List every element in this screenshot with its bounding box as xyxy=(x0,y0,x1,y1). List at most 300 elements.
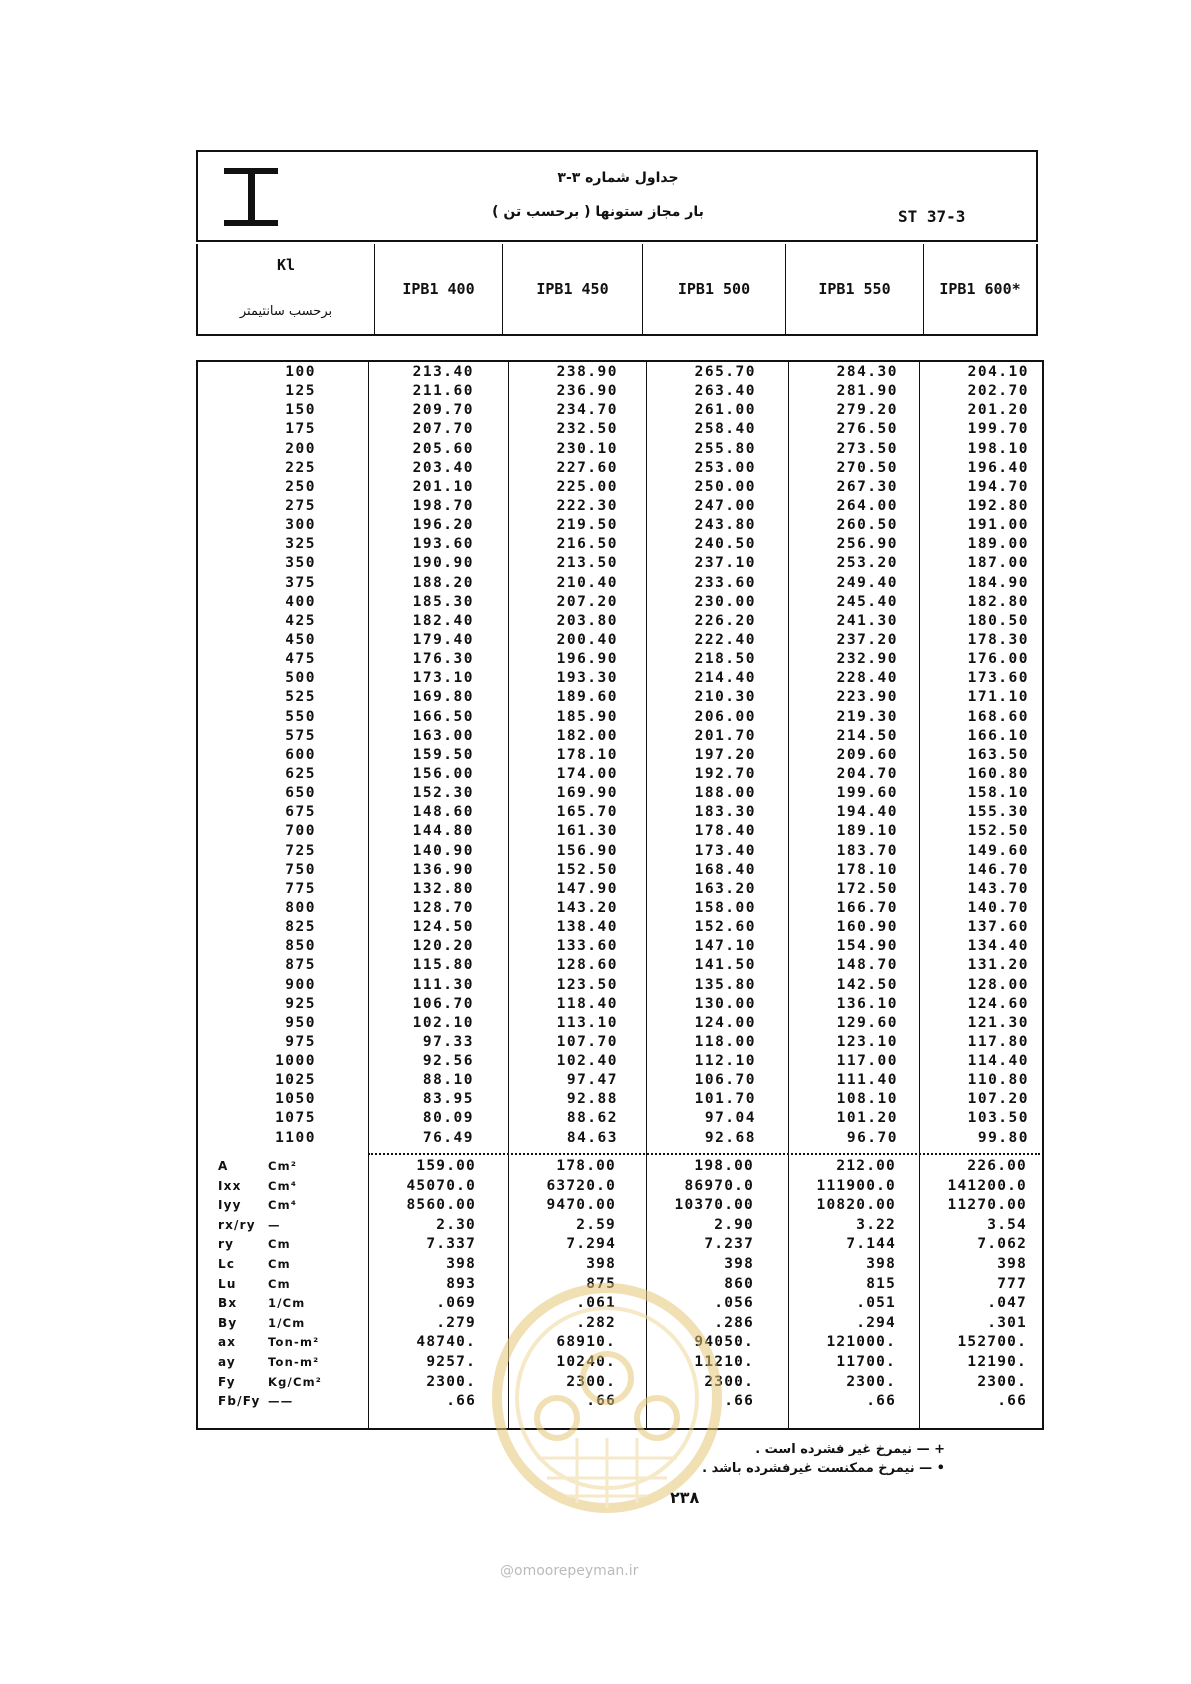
load-value: 158.10 xyxy=(967,785,1029,802)
property-row xyxy=(198,1216,1042,1236)
load-value: 111.40 xyxy=(836,1072,898,1089)
kl-value: 1075 xyxy=(275,1110,316,1127)
property-value: .282 xyxy=(576,1314,616,1331)
property-symbol: Fb/Fy xyxy=(218,1394,261,1409)
load-value: 237.10 xyxy=(694,555,756,572)
property-value: 2300. xyxy=(566,1373,616,1390)
property-row xyxy=(198,1196,1042,1216)
load-value: 138.40 xyxy=(556,919,618,936)
table-row xyxy=(198,1090,1042,1109)
load-value: 183.70 xyxy=(836,842,898,859)
property-row xyxy=(198,1157,1042,1177)
load-value: 96.70 xyxy=(846,1129,898,1146)
table-row xyxy=(198,765,1042,784)
load-value: 114.40 xyxy=(967,1053,1029,1070)
load-value: 253.20 xyxy=(836,555,898,572)
kl-value: 125 xyxy=(285,383,316,400)
load-value: 203.80 xyxy=(556,612,618,629)
property-value: 9470.00 xyxy=(546,1197,616,1214)
property-symbol: By xyxy=(218,1315,238,1330)
kl-unit: برحسب سانتیمتر xyxy=(239,304,333,319)
load-value: 189.60 xyxy=(556,689,618,706)
load-value: 210.30 xyxy=(694,689,756,706)
load-value: 137.60 xyxy=(967,919,1029,936)
table-row xyxy=(198,880,1042,899)
table-row xyxy=(198,784,1042,803)
load-value: 123.50 xyxy=(556,976,618,993)
load-value: 182.40 xyxy=(412,612,474,629)
load-value: 216.50 xyxy=(556,536,618,553)
load-value: 234.70 xyxy=(556,402,618,419)
kl-value: 1000 xyxy=(275,1053,316,1070)
load-value: 276.50 xyxy=(836,421,898,438)
table-row xyxy=(198,822,1042,841)
load-value: 178.30 xyxy=(967,631,1029,648)
i-beam-icon xyxy=(220,166,286,228)
load-value: 148.60 xyxy=(412,804,474,821)
table-row xyxy=(198,420,1042,439)
property-value: 398 xyxy=(586,1255,616,1272)
property-unit: Cm xyxy=(268,1276,291,1291)
kl-value: 1050 xyxy=(275,1091,316,1108)
load-value: 250.00 xyxy=(694,478,756,495)
property-symbol: Fy xyxy=(218,1374,236,1389)
kl-value: 425 xyxy=(285,612,316,629)
kl-value: 875 xyxy=(285,957,316,974)
load-value: 140.90 xyxy=(412,842,474,859)
load-value: 118.40 xyxy=(556,995,618,1012)
property-symbol: Iyy xyxy=(218,1198,242,1213)
property-value: 398 xyxy=(997,1255,1027,1272)
profile-header: IPB1 600* xyxy=(939,280,1021,298)
load-value: 205.60 xyxy=(412,440,474,457)
property-value: 398 xyxy=(446,1255,476,1272)
load-value: 146.70 xyxy=(967,861,1029,878)
property-unit: Cm² xyxy=(268,1159,298,1173)
load-value: 219.50 xyxy=(556,517,618,534)
property-value: 7.062 xyxy=(977,1236,1027,1253)
load-value: 178.40 xyxy=(694,823,756,840)
load-value: 228.40 xyxy=(836,670,898,687)
load-value: 176.00 xyxy=(967,651,1029,668)
load-value: 128.70 xyxy=(412,899,474,916)
load-value: 147.10 xyxy=(694,938,756,955)
load-value: 207.70 xyxy=(412,421,474,438)
load-value: 166.10 xyxy=(967,727,1029,744)
property-symbol: Ixx xyxy=(218,1178,242,1193)
load-value: 134.40 xyxy=(967,938,1029,955)
profile-header: IPB1 550 xyxy=(786,244,924,334)
table-row xyxy=(198,554,1042,573)
load-value: 265.70 xyxy=(694,364,756,380)
load-value: 168.40 xyxy=(694,861,756,878)
load-value: 204.10 xyxy=(967,364,1029,380)
load-value: 238.90 xyxy=(556,364,618,380)
load-value: 241.30 xyxy=(836,612,898,629)
table-row xyxy=(198,899,1042,918)
load-value: 182.00 xyxy=(556,727,618,744)
load-value: 141.50 xyxy=(694,957,756,974)
load-value: 223.90 xyxy=(836,689,898,706)
load-value: 102.10 xyxy=(412,1014,474,1031)
property-value: .286 xyxy=(714,1314,754,1331)
property-value: 11270.00 xyxy=(947,1197,1027,1214)
watermark-logo xyxy=(492,1268,722,1558)
property-value: 10370.00 xyxy=(674,1197,754,1214)
load-value: 117.80 xyxy=(967,1033,1029,1050)
load-value: 200.40 xyxy=(556,631,618,648)
profile-header: IPB1 500 xyxy=(643,244,786,334)
load-value: 152.50 xyxy=(556,861,618,878)
load-value: 107.20 xyxy=(967,1091,1029,1108)
kl-value: 1100 xyxy=(275,1129,316,1146)
property-value: .66 xyxy=(724,1393,754,1410)
load-value: 143.70 xyxy=(967,880,1029,897)
load-value: 187.00 xyxy=(967,555,1029,572)
load-value: 149.60 xyxy=(967,842,1029,859)
load-value: 204.70 xyxy=(836,765,898,782)
load-value: 124.60 xyxy=(967,995,1029,1012)
table-row xyxy=(198,593,1042,612)
load-value: 88.62 xyxy=(566,1110,618,1127)
table-row xyxy=(198,401,1042,420)
kl-value: 275 xyxy=(285,497,316,514)
load-value: 166.70 xyxy=(836,899,898,916)
load-value: 176.30 xyxy=(412,651,474,668)
table-row xyxy=(198,631,1042,650)
load-value: 213.40 xyxy=(412,364,474,380)
load-value: 264.00 xyxy=(836,497,898,514)
table-row xyxy=(198,516,1042,535)
property-value: 86970.0 xyxy=(684,1177,754,1194)
table-row xyxy=(198,803,1042,822)
property-value: 777 xyxy=(997,1275,1027,1292)
load-value: 166.50 xyxy=(412,708,474,725)
load-value: 131.20 xyxy=(967,957,1029,974)
load-value: 201.10 xyxy=(412,478,474,495)
property-value: 2300. xyxy=(977,1373,1027,1390)
property-row xyxy=(198,1235,1042,1255)
property-symbol: A xyxy=(218,1159,229,1173)
load-value: 194.40 xyxy=(836,804,898,821)
load-value: 148.70 xyxy=(836,957,898,974)
property-value: 11700. xyxy=(836,1353,896,1370)
load-value: 279.20 xyxy=(836,402,898,419)
table-row xyxy=(198,669,1042,688)
steel-grade: ST 37-3 xyxy=(898,207,966,226)
load-value: 136.90 xyxy=(412,861,474,878)
load-value: 76.49 xyxy=(422,1129,474,1146)
table-row xyxy=(198,497,1042,516)
load-value: 284.30 xyxy=(836,364,898,380)
property-value: .069 xyxy=(436,1295,476,1312)
load-value: 182.80 xyxy=(967,593,1029,610)
load-value: 121.30 xyxy=(967,1014,1029,1031)
load-value: 273.50 xyxy=(836,440,898,457)
load-value: 83.95 xyxy=(422,1091,474,1108)
kl-value: 600 xyxy=(285,746,316,763)
property-row xyxy=(198,1177,1042,1197)
table-row xyxy=(198,440,1042,459)
load-value: 184.90 xyxy=(967,574,1029,591)
load-value: 174.00 xyxy=(556,765,618,782)
load-value: 103.50 xyxy=(967,1110,1029,1127)
kl-value: 1025 xyxy=(275,1072,316,1089)
table-row xyxy=(198,1052,1042,1071)
table-row xyxy=(198,861,1042,880)
load-value: 132.80 xyxy=(412,880,474,897)
kl-value: 750 xyxy=(285,861,316,878)
table-title: جداول شماره ٣-٣ xyxy=(557,170,679,186)
load-rows xyxy=(198,363,1042,1148)
property-value: 159.00 xyxy=(416,1158,476,1174)
load-value: 112.10 xyxy=(694,1053,756,1070)
load-value: 163.50 xyxy=(967,746,1029,763)
load-value: 129.60 xyxy=(836,1014,898,1031)
load-value: 198.10 xyxy=(967,440,1029,457)
kl-value: 100 xyxy=(285,364,316,380)
kl-value: 400 xyxy=(285,593,316,610)
load-value: 225.00 xyxy=(556,478,618,495)
property-value: .061 xyxy=(576,1295,616,1312)
table-row xyxy=(198,995,1042,1014)
property-unit: — xyxy=(268,1217,281,1232)
load-value: 163.00 xyxy=(412,727,474,744)
kl-value: 300 xyxy=(285,517,316,534)
load-value: 115.80 xyxy=(412,957,474,974)
property-value: 178.00 xyxy=(556,1158,616,1174)
kl-value: 475 xyxy=(285,651,316,668)
property-value: .047 xyxy=(987,1295,1027,1312)
property-value: .66 xyxy=(997,1393,1027,1410)
load-value: 101.20 xyxy=(836,1110,898,1127)
load-value: 179.40 xyxy=(412,631,474,648)
load-value: 201.20 xyxy=(967,402,1029,419)
load-value: 171.10 xyxy=(967,689,1029,706)
property-value: 2.90 xyxy=(714,1216,754,1233)
table-row xyxy=(198,842,1042,861)
load-value: 255.80 xyxy=(694,440,756,457)
property-value: 3.54 xyxy=(987,1216,1027,1233)
property-value: 2.30 xyxy=(436,1216,476,1233)
load-value: 110.80 xyxy=(967,1072,1029,1089)
load-value: 213.50 xyxy=(556,555,618,572)
kl-value: 525 xyxy=(285,689,316,706)
load-value: 227.60 xyxy=(556,459,618,476)
property-value: 860 xyxy=(724,1275,754,1292)
property-value: 141200.0 xyxy=(947,1177,1027,1194)
kl-value: 700 xyxy=(285,823,316,840)
load-value: 158.00 xyxy=(694,899,756,916)
property-value: 12190. xyxy=(967,1353,1027,1370)
property-unit: —— xyxy=(268,1394,294,1409)
property-value: 7.144 xyxy=(846,1236,896,1253)
property-value: 10240. xyxy=(556,1353,616,1370)
property-unit: Kg/Cm² xyxy=(268,1374,323,1389)
load-value: 218.50 xyxy=(694,651,756,668)
load-value: 159.50 xyxy=(412,746,474,763)
property-value: 48740. xyxy=(416,1334,476,1351)
property-value: 3.22 xyxy=(856,1216,896,1233)
load-value: 92.88 xyxy=(566,1091,618,1108)
load-value: 154.90 xyxy=(836,938,898,955)
property-value: .294 xyxy=(856,1314,896,1331)
property-value: 2300. xyxy=(704,1373,754,1390)
load-value: 188.20 xyxy=(412,574,474,591)
load-value: 92.68 xyxy=(704,1129,756,1146)
load-value: 193.30 xyxy=(556,670,618,687)
load-value: 136.10 xyxy=(836,995,898,1012)
property-value: .66 xyxy=(446,1393,476,1410)
load-value: 124.00 xyxy=(694,1014,756,1031)
load-value: 142.50 xyxy=(836,976,898,993)
kl-value: 550 xyxy=(285,708,316,725)
footnote: + — نیمرخ غیر فشرده است . xyxy=(755,1442,945,1457)
load-value: 256.90 xyxy=(836,536,898,553)
watermark-text: @omoorepeyman.ir xyxy=(500,1563,639,1579)
load-value: 172.50 xyxy=(836,880,898,897)
load-value: 267.30 xyxy=(836,478,898,495)
kl-label: Kl xyxy=(276,256,296,274)
load-value: 147.90 xyxy=(556,880,618,897)
property-value: 8560.00 xyxy=(406,1197,476,1214)
property-symbol: ax xyxy=(218,1335,237,1350)
load-value: 192.80 xyxy=(967,497,1029,514)
property-value: 121000. xyxy=(826,1334,896,1351)
load-value: 253.00 xyxy=(694,459,756,476)
load-value: 88.10 xyxy=(422,1072,474,1089)
load-value: 226.20 xyxy=(694,612,756,629)
property-value: 398 xyxy=(724,1255,754,1272)
load-value: 173.10 xyxy=(412,670,474,687)
load-value: 232.50 xyxy=(556,421,618,438)
load-value: 143.20 xyxy=(556,899,618,916)
property-value: 2.59 xyxy=(576,1216,616,1233)
page-number: ٢٣٨ xyxy=(670,1488,700,1507)
load-value: 230.00 xyxy=(694,593,756,610)
property-value: 2300. xyxy=(846,1373,896,1390)
load-value: 108.10 xyxy=(836,1091,898,1108)
load-value: 117.00 xyxy=(836,1053,898,1070)
load-value: 168.60 xyxy=(967,708,1029,725)
load-value: 165.70 xyxy=(556,804,618,821)
load-value: 128.00 xyxy=(967,976,1029,993)
load-value: 156.00 xyxy=(412,765,474,782)
load-value: 199.70 xyxy=(967,421,1029,438)
load-value: 261.00 xyxy=(694,402,756,419)
property-value: 212.00 xyxy=(836,1158,896,1174)
load-value: 155.30 xyxy=(967,804,1029,821)
table-row xyxy=(198,956,1042,975)
table-row xyxy=(198,746,1042,765)
table-row xyxy=(198,612,1042,631)
load-value: 207.20 xyxy=(556,593,618,610)
property-value: 7.337 xyxy=(426,1236,476,1253)
load-value: 247.00 xyxy=(694,497,756,514)
load-value: 152.50 xyxy=(967,823,1029,840)
property-value: 893 xyxy=(446,1275,476,1292)
load-value: 120.20 xyxy=(412,938,474,955)
property-symbol: ry xyxy=(218,1237,235,1252)
load-value: 237.20 xyxy=(836,631,898,648)
property-value: 45070.0 xyxy=(406,1177,476,1194)
load-value: 230.10 xyxy=(556,440,618,457)
load-value: 190.90 xyxy=(412,555,474,572)
load-value: 188.00 xyxy=(694,785,756,802)
load-value: 97.47 xyxy=(566,1072,618,1089)
load-value: 189.00 xyxy=(967,536,1029,553)
property-unit: 1/Cm xyxy=(268,1296,306,1311)
table-row xyxy=(198,708,1042,727)
load-value: 173.40 xyxy=(694,842,756,859)
load-value: 173.60 xyxy=(967,670,1029,687)
load-value: 281.90 xyxy=(836,383,898,400)
load-value: 123.10 xyxy=(836,1033,898,1050)
load-value: 214.50 xyxy=(836,727,898,744)
profile-header: IPB1 450 xyxy=(503,244,643,334)
load-value: 118.00 xyxy=(694,1033,756,1050)
kl-value: 675 xyxy=(285,804,316,821)
load-value: 106.70 xyxy=(694,1072,756,1089)
load-value: 183.30 xyxy=(694,804,756,821)
property-value: .66 xyxy=(586,1393,616,1410)
load-value: 128.60 xyxy=(556,957,618,974)
load-value: 99.80 xyxy=(977,1129,1029,1146)
property-value: 111900.0 xyxy=(816,1177,896,1194)
property-symbol: Lc xyxy=(218,1256,236,1271)
load-value: 191.00 xyxy=(967,517,1029,534)
load-value: 196.90 xyxy=(556,651,618,668)
kl-value: 225 xyxy=(285,459,316,476)
kl-value: 375 xyxy=(285,574,316,591)
load-value: 185.90 xyxy=(556,708,618,725)
table-row xyxy=(198,727,1042,746)
load-value: 106.70 xyxy=(412,995,474,1012)
load-value: 202.70 xyxy=(967,383,1029,400)
load-value: 92.56 xyxy=(422,1053,474,1070)
property-value: 226.00 xyxy=(967,1158,1027,1174)
property-value: .301 xyxy=(987,1314,1027,1331)
table-row xyxy=(198,478,1042,497)
load-value: 194.70 xyxy=(967,478,1029,495)
property-value: 875 xyxy=(586,1275,616,1292)
kl-value: 625 xyxy=(285,765,316,782)
load-value: 197.20 xyxy=(694,746,756,763)
load-value: 152.60 xyxy=(694,919,756,936)
property-value: .051 xyxy=(856,1295,896,1312)
property-symbol: ay xyxy=(218,1354,236,1369)
load-value: 243.80 xyxy=(694,517,756,534)
load-value: 102.40 xyxy=(556,1053,618,1070)
table-row xyxy=(198,937,1042,956)
kl-value: 825 xyxy=(285,919,316,936)
table-row xyxy=(198,459,1042,478)
load-value: 193.60 xyxy=(412,536,474,553)
load-value: 160.80 xyxy=(967,765,1029,782)
property-value: 152700. xyxy=(957,1334,1027,1351)
load-value: 196.20 xyxy=(412,517,474,534)
load-value: 270.50 xyxy=(836,459,898,476)
load-value: 163.20 xyxy=(694,880,756,897)
load-value: 206.00 xyxy=(694,708,756,725)
table-row xyxy=(198,918,1042,937)
load-value: 209.60 xyxy=(836,746,898,763)
table-row xyxy=(198,535,1042,554)
property-value: .279 xyxy=(436,1314,476,1331)
load-value: 263.40 xyxy=(694,383,756,400)
load-value: 111.30 xyxy=(412,976,474,993)
load-value: 211.60 xyxy=(412,383,474,400)
